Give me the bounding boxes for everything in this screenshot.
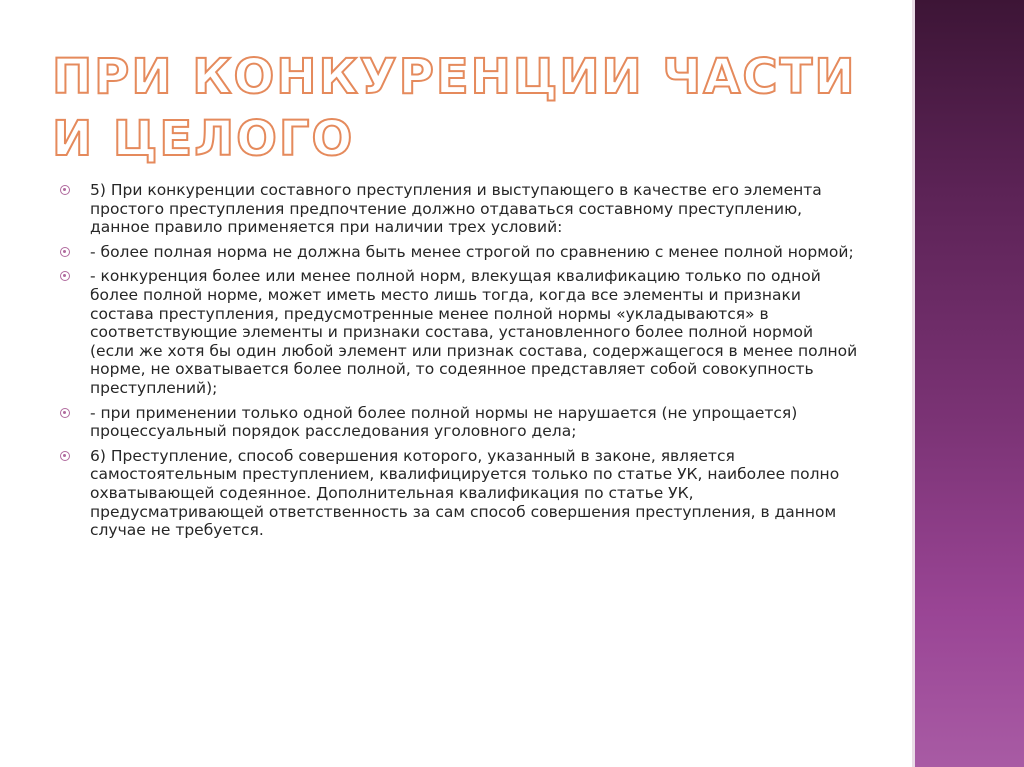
bullet-text: - конкуренция более или менее полной норм, влекущая квалификацию только по одной более полной норме, может иметь место лишь тогда, когда все элементы и признаки состава преступления, предусмотренные менее полной нормы «укладываются» в соответствующие элементы и признаки состава, установленного более полной нормой (если же хотя бы один любой элемент или признак состава, содержащегося в менее полной норме, не охватывается более полной, то содеянное представляет собой совокупность преступлений); (90, 267, 858, 397)
bullet-text: 5) При конкуренции составного преступления и выступающего в качестве его элемента простого преступления предпочтение должно отдаваться составному преступлению, данное правило применяется при наличии трех условий: (90, 181, 822, 237)
bullet-list (60, 181, 860, 546)
circle-bullet-icon (60, 271, 70, 281)
bullet-text: 6) Преступление, способ совершения которого, указанный в законе, является самостоятельным преступлением, квалифицируется только по статье УК, наиболее полно охватывающей содеянное. Дополнительная квалификация по статье УК, предусматривающей ответственность за сам способ совершения преступления, в данном случае не требуется. (90, 446, 840, 540)
bullet-text: - более полная норма не должна быть менее строгой по сравнению с менее полной нормой; (90, 242, 854, 261)
bullet-item (60, 404, 860, 441)
bullet-item (60, 181, 860, 237)
circle-bullet-icon (60, 185, 70, 195)
bullet-text: - при применении только одной более полной нормы не нарушается (не упрощается) процессуальный порядок расследования уголовного дела; (90, 403, 798, 441)
bullet-item (60, 267, 860, 397)
decorative-side-band (912, 0, 1024, 767)
circle-bullet-icon (60, 451, 70, 461)
circle-bullet-icon (60, 247, 70, 257)
bullet-item (60, 447, 860, 540)
circle-bullet-icon (60, 408, 70, 418)
bullet-item (60, 243, 860, 262)
slide-title: ПРИ КОНКУРЕНЦИИ ЧАСТИ И ЦЕЛОГО (52, 49, 857, 167)
